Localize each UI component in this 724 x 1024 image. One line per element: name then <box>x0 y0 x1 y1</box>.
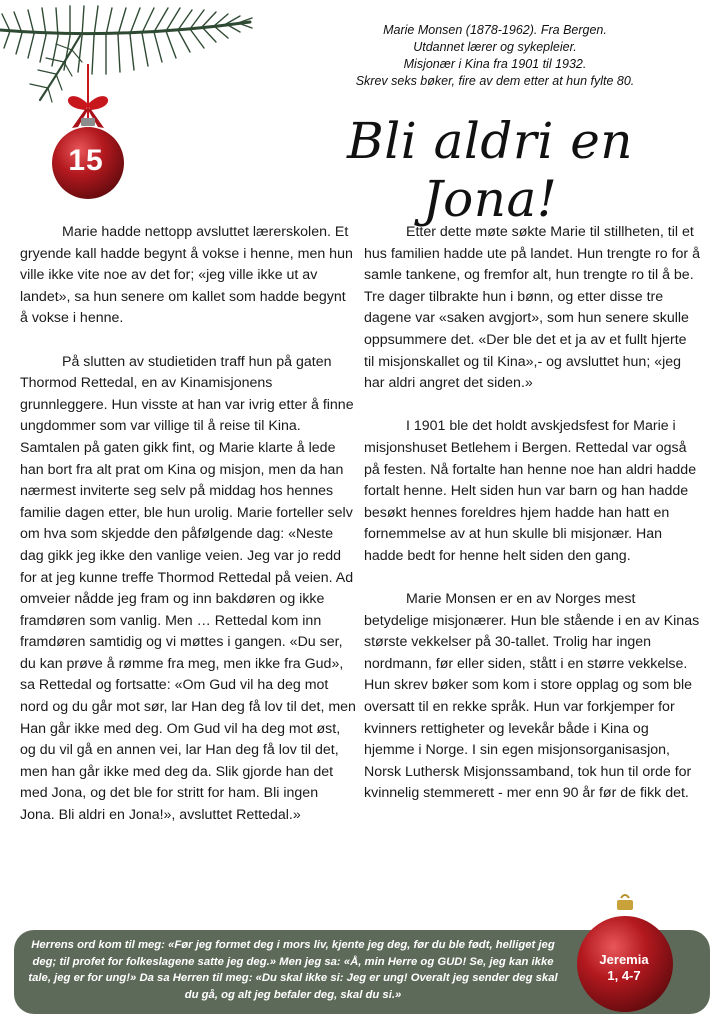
paragraph: På slutten av studietiden traff hun på gaten Thormod Rettedal, en av Kinamisjonens grunnleggere. Hun visste at han var ivrig etter å finne ungdommer som var villige til å reise til Kina. Samtalen på gaten gikk fint, og Marie klarte å lede han bort fra alt prat om Kina og misjon, men da han nærmest inviterte seg selv på middag hos hennes familie dagen etter, ble hun urolig. Marie forteller selv om hva som skjedde den påfølgende dag: «Neste dag gikk jeg ikke den vanlige veien. Jeg var jo redd for at jeg kunne treffe Thormod Rettedal på veien. Ad omveier nådde jeg fram og inn bakdøren og ikke framdøren som vanlig. Men … Rettedal kom inn framdøren samtidig og vi møttes i gangen. «Du ser, du kan prøve å rømme fra meg, men ikke fra Gud», sa Rettedal og fortsatte: «Om Gud vil ha deg mot nord og du går mot sør, lar Han deg få lov til det, men Han går ikke med deg. Om Gud vil ha deg mot øst, og du vil gå en annen vei, lar Han deg få lov til det, men han går ikke med deg da. Slik gjorde han det med Jona, og det ble for stritt for ham. Bli ingen Jona. Bli aldri en Jona!», avsluttet Rettedal.» <box>20 353 356 824</box>
intro-note <box>330 22 660 90</box>
intro-line: Misjonær i Kina fra 1901 til 1932. <box>403 57 587 71</box>
ornament-ball-icon <box>38 64 138 204</box>
intro-line: Utdannet lærer og sykepleier. <box>413 40 577 54</box>
paragraph: Marie Monsen er en av Norges mest betydelige misjonærer. Hun ble stående i en av Kinas største vekkelser på 30-tallet. Trolig har ingen nordmann, før eller siden, stått i en større vekkelse. Hun skrev bøker som kom i store opplag og som ble oversatt til en rekke språk. Hun var forkjemper for kvinners rettigheter og levekår både i Kina og hjemme i Norge. I sin egen misjonsorganisasjon, Norsk Luthersk Misjonssamband, tok hun til orde for kvinnelig stemmerett - mer enn 90 år før de fikk det. <box>364 591 700 802</box>
ornament-number: 15 <box>68 144 104 177</box>
right-column <box>364 222 700 827</box>
intro-line: Marie Monsen (1878-1962). Fra Bergen. <box>383 23 607 37</box>
reference-book: Jeremia <box>599 952 649 967</box>
reference-verse: 1, 4-7 <box>607 968 641 983</box>
left-column <box>20 222 356 848</box>
paragraph: I 1901 ble det holdt avskjedsfest for Marie i misjonshuset Betlehem i Bergen. Rettedal var også på festen. Nå fortalte han henne noe han aldri hadde fortalt henne. Helt siden hun var barn og han hadde besøkt hennes foreldres hjem hadde han hatt en fornemmelse av at hun skulle bli misjonær. Han hadde bedt for henne helt siden den gang. <box>364 418 697 564</box>
page-title: Bli aldri en Jona! <box>346 112 633 228</box>
verse-reference <box>581 952 667 984</box>
paragraph: Etter dette møte søkte Marie til stillheten, til et hus familien hadde ute på landet. Hun trengte ro for å samle tankene, og fremfor alt, hun trengte ro til å be. Tre dager tilbrakte hun i bønn, og etter disse tre dagene var «saken avgjort», som hun senere skulle oppsummere det. «Der ble det et ja av et fullt hjerte til misjonskallet og til Kina»,- og avsluttet hun; «jeg har aldri angret det siden.» <box>364 224 700 392</box>
paragraph: Marie hadde nettopp avsluttet lærerskolen. Et gryende kall hadde begynt å vokse i henne, men hun ville ikke vite noe av det for; «jeg ville ikke ut av landet», sa hun senere om kallet som hadde begynt å vokse i henne. <box>20 224 353 327</box>
bible-verse: Herrens ord kom til meg: «Før jeg formet deg i mors liv, kjente jeg deg, før du ble født, helliget jeg deg; til profet for folkeslagene satte jeg deg.» Men jeg sa: «Å, min Herre og GUD! Se, jeg kan ikke tale, jeg er for ung!» Da sa Herren til meg: «Du skal ikke si: Jeg er ung! Overalt jeg sender deg skal du gå, og alt jeg befaler deg, skal du si.» <box>28 939 558 1001</box>
intro-line: Skrev seks bøker, fire av dem etter at hun fylte 80. <box>355 74 635 88</box>
